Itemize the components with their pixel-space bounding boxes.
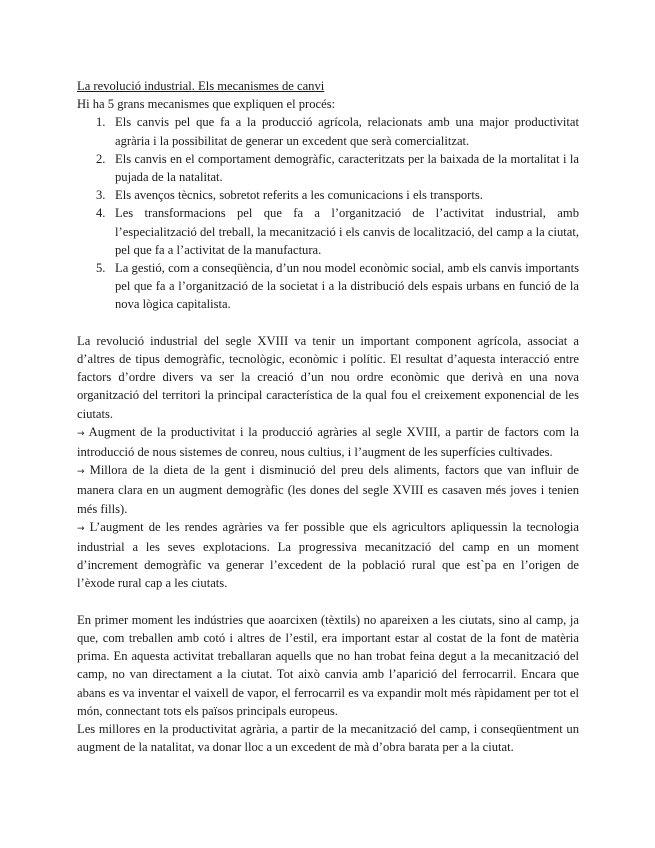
- list-item: [77, 259, 579, 314]
- mechanisms-list: [77, 113, 579, 313]
- document-title: La revolució industrial. Els mecanismes de canvi: [77, 79, 325, 93]
- list-item: [77, 186, 579, 204]
- arrow-bullet: [77, 461, 579, 518]
- body-paragraph: La revolució industrial del segle XVIII va tenir un important component agrícola, associat a d’altres de tipus demogràfic, tecnològic, econòmic i polític. El resultat d’aquesta interacció entre factors d’ordre divers va ser la creació d’un nou ordre econòmic que derivà en una nova organització del territori la principal característica de la qual fou el creixement exponencial de les ciutats.: [77, 333, 579, 421]
- spacer: [77, 314, 579, 332]
- arrow-icon: →: [77, 467, 85, 478]
- arrow-bullet-text: Augment de la productivitat i la producció agràries al segle XVIII, a partir de factors com la introducció de nous sistemes de conreu, nous cultius, i l’augment de les superfícies cultivades.: [77, 424, 579, 460]
- list-item-number: 4.: [96, 206, 106, 221]
- list-item-text: Els canvis en el comportament demogràfic, caracteritzats per la baixada de la mortalitat i la pujada de la natalitat.: [115, 151, 579, 185]
- arrow-icon: →: [77, 428, 85, 439]
- arrow-bullet: [77, 518, 579, 593]
- arrow-bullet-text: L’augment de les rendes agràries va fer possible que els agricultors apliquessin la tecnologia industrial a les seves explotacions. La progressiva mecanització del camp en un moment d’increment demogràfic va generar l’excedent de la població rural que est`pa en l’origen de l’èxode rural cap a les ciutats.: [77, 519, 579, 591]
- list-item: [77, 113, 579, 149]
- body-paragraph: En primer moment les indústries que aoarcixen (tèxtils) no apareixen a les ciutats, sino al camp, ja que, com treballen amb cotó i altres de l’estil, era important estar al costat de la font de matèria prima. En aquesta activitat treballaran aquells que no han trobat feina degut a la mecanització del camp, no van directament a la ciutat. Tot això canvia amb l’aparició del ferrocarril. Encara que abans es va inventar el vaixell de vapor, el ferrocarril es va expandir molt més ràpidament per tot el món, connectant tots els països principals europeus.: [77, 612, 579, 718]
- list-item-text: Els avenços tècnics, sobretot referits a les comunicacions i els transports.: [115, 188, 483, 203]
- arrow-icon: →: [77, 523, 85, 534]
- body-paragraph: Les millores en la productivitat agrària, a partir de la mecanització del camp, i conseqüentment un augment de la natalitat, va donar lloc a un excedent de mà d’obra barata per a la ciutat.: [77, 722, 579, 755]
- list-item-number: 1.: [96, 115, 106, 130]
- spacer: [77, 593, 579, 611]
- list-item-text: Els canvis pel que fa a la producció agrícola, relacionats amb una major productivitat agrària i la possibilitat de generar un excedent que serà comercialitzat.: [115, 115, 579, 148]
- list-item-text: Les transformacions pel que fa a l’organització de l’activitat industrial, amb l’especialització del treball, la mecanització i els canvis de localització, del camp a la ciutat, pel que fa a l’activitat de la manufactura.: [115, 206, 579, 257]
- list-item-number: 3.: [96, 188, 106, 203]
- list-item: [77, 150, 579, 186]
- list-item-number: 2.: [96, 151, 106, 166]
- arrow-bullet: [77, 423, 579, 461]
- list-item-text: La gestió, com a conseqüència, d’un nou model econòmic social, amb els canvis importants pel que fa a l’organització de la societat i a la distribució dels espais urbans en funció de la nova lògica capitalista.: [115, 261, 579, 312]
- intro-text: Hi ha 5 grans mecanismes que expliquen el procés:: [77, 97, 336, 112]
- arrow-bullet-text: Millora de la dieta de la gent i disminució del preu dels aliments, factors que van influir de manera clara en un augment demogràfic (les dones del segle XVIII es casaven més joves i tenien més fills).: [77, 463, 579, 516]
- list-item: [77, 204, 579, 259]
- list-item-number: 5.: [96, 261, 106, 276]
- document-page: [77, 77, 579, 756]
